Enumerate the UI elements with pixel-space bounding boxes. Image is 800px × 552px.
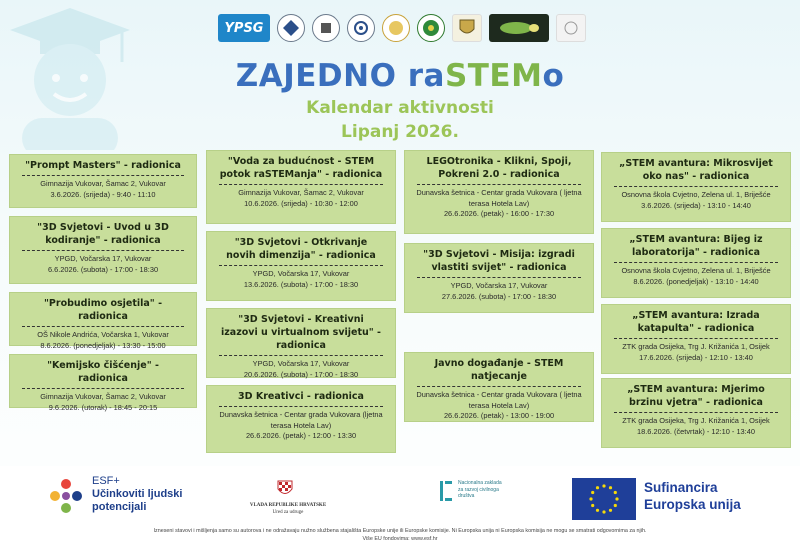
- event-title: "Voda za budućnost - STEM potok raSTEManja" - radionica: [219, 155, 383, 185]
- title-part-1: ZAJEDNO ra: [235, 58, 445, 94]
- event-location: YPGD, Vočarska 17, Vukovar: [54, 254, 152, 263]
- event-card: [601, 152, 791, 222]
- subtitle-month: Lipanj 2026.: [341, 122, 459, 142]
- foundation-text: Nacionalna zaklada za razvoj civilnoga društva: [458, 480, 502, 499]
- event-location: Dunavska šetnica - Centar grada Vukovara (ljetna terasa Hotela Lav): [219, 410, 383, 430]
- badge-logo-1: [277, 14, 305, 42]
- event-title: "Probudimo osjetila" - radionica: [22, 297, 184, 327]
- event-card: [404, 150, 594, 234]
- event-card: [206, 231, 396, 301]
- event-title: „STEM avantura: Bijeg iz laboratorija" - radionica: [614, 233, 778, 263]
- event-location: Gimnazija Vukovar, Šamac 2, Vukovar: [40, 392, 166, 401]
- esf-plus-label: ESF+: [92, 475, 120, 487]
- gov-line-1: VLADA REPUBLIKE HRVATSKE: [249, 503, 327, 508]
- eu-line-2: Europska unija: [644, 497, 741, 512]
- event-date: 17.6.2026. (srijeda) - 12:10 - 13:40: [639, 352, 753, 362]
- event-card: [601, 228, 791, 298]
- event-date: 20.6.2026. (subota) - 17:00 - 18:30: [243, 369, 359, 379]
- esf-line-2: potencijali: [92, 501, 147, 513]
- badge-logo-3: [347, 14, 375, 42]
- event-date: 26.6.2026. (petak) - 13:00 - 19:00: [443, 411, 555, 420]
- event-card: [206, 308, 396, 378]
- event-date: 3.6.2026. (srijeda) - 13:10 - 14:40: [641, 200, 751, 210]
- event-date: 10.6.2026. (srijeda) - 10:30 - 12:00: [244, 198, 358, 208]
- esf-line-1: Učinkoviti ljudski: [92, 488, 183, 500]
- event-location: OŠ Nikole Andrića, Vočarska 1, Vukovar: [37, 330, 169, 339]
- event-title: "3D Svjetovi - Otkrivanje novih dimenzija" - radionica: [219, 236, 383, 266]
- esf-logo-icon: [46, 476, 86, 516]
- event-card: [601, 304, 791, 374]
- badge-logo-2: [312, 14, 340, 42]
- gov-line-2: Ured za udruge: [272, 510, 304, 515]
- page-title: [0, 58, 800, 94]
- event-location: Gimnazija Vukovar, Šamac 2, Vukovar: [238, 188, 364, 197]
- eu-flag-icon: [572, 478, 636, 520]
- event-title: "Kemijsko čišćenje" - radionica: [22, 359, 184, 389]
- event-card: [404, 352, 594, 422]
- government-office-text: [248, 502, 328, 516]
- event-location: Osnovna škola Cvjetno, Zelena ul. 1, Briješće: [621, 266, 771, 275]
- title-part-3: o: [542, 58, 565, 94]
- subtitle-calendar: Kalendar aktivnosti: [306, 98, 494, 118]
- event-title: LEGOtronika - Klikni, Spoji, Pokreni 2.0 - radionica: [417, 155, 581, 185]
- event-card: [404, 243, 594, 313]
- event-title: „STEM avantura: Izrada katapulta" - radionica: [614, 309, 778, 339]
- esf-text: [92, 475, 182, 514]
- event-title: "Prompt Masters" - radionica: [22, 159, 184, 176]
- badge-logo-4: [382, 14, 410, 42]
- event-location: YPGD, Vočarska 17, Vukovar: [252, 269, 350, 278]
- plain-logo: [556, 14, 586, 42]
- eu-cofunding-text: [644, 479, 741, 513]
- event-card: [9, 354, 197, 412]
- event-location: ZTK grada Osijeka, Trg J. Križanića 1, Osijek: [622, 342, 770, 351]
- event-location: Osnovna škola Cvjetno, Zelena ul. 1, Briješće: [621, 190, 771, 199]
- ypsg-logo: YPSG: [218, 14, 270, 42]
- event-card: [9, 216, 197, 284]
- partner-logos: [218, 14, 586, 42]
- event-location: Gimnazija Vukovar, Šamac 2, Vukovar: [40, 179, 166, 188]
- dark-logo: [489, 14, 549, 42]
- event-title: Javno događanje - STEM natjecanje: [417, 357, 581, 387]
- event-title: "3D Svjetovi - Misija: izgradi vlastiti svijet" - radionica: [417, 248, 581, 278]
- event-date: 13.6.2026. (subota) - 17:00 - 18:30: [243, 279, 359, 289]
- event-title: "3D Svjetovi - Uvod u 3D kodiranje" - radionica: [22, 221, 184, 251]
- event-date: 27.6.2026. (subota) - 17:00 - 18:30: [441, 291, 557, 301]
- event-location: YPGD, Vočarska 17, Vukovar: [252, 359, 350, 368]
- event-title: „STEM avantura: Mikrosvijet oko nas" - radionica: [614, 157, 778, 187]
- foundation-logo-icon: [438, 479, 454, 503]
- event-location: Dunavska šetnica - Centar grada Vukovara ( ljetna terasa Hotela Lav): [416, 390, 582, 410]
- event-location: ZTK grada Osijeka, Trg J. Križanića 1, Osijek: [622, 416, 770, 425]
- event-date: 18.6.2026. (četvrtak) - 12:10 - 13:40: [637, 426, 755, 436]
- title-part-2: STEM: [444, 58, 543, 94]
- eu-line-1: Sufinancira: [644, 480, 718, 495]
- badge-logo-6: [452, 14, 482, 42]
- event-card: [601, 378, 791, 448]
- event-date: 8.6.2026. (ponedjeljak) - 13:30 - 15:00: [40, 340, 166, 350]
- event-date: 8.6.2026. (ponedjeljak) - 13:10 - 14:40: [633, 276, 759, 286]
- disclaimer-line-1: Izneseni stavovi i mišljenja samo su autorova i ne odražavaju nužno službena stajališta Europske unije ili Europske komisije. Ni Europska unija ni Europska komisija ne mogu se smatrati odgovornima za njih.: [153, 528, 647, 534]
- event-title: "3D Svjetovi - Kreativni izazovi u virtualnom svijetu" - radionica: [219, 313, 383, 356]
- event-location: Dunavska šetnica - Centar grada Vukovara ( ljetna terasa Hotela Lav): [416, 188, 582, 208]
- event-title: 3D Kreativci - radionica: [219, 390, 383, 407]
- disclaimer: [40, 527, 760, 543]
- event-card: [206, 385, 396, 453]
- event-date: 26.6.2026. (petak) - 16:00 - 17:30: [443, 209, 555, 218]
- croatian-coat-of-arms-icon: [277, 478, 293, 498]
- event-date: 9.6.2026. (utorak) - 18:45 - 20:15: [48, 402, 158, 412]
- event-card: [9, 292, 197, 350]
- event-card: [9, 154, 197, 208]
- event-date: 6.6.2026. (subota) - 17:00 - 18:30: [47, 264, 159, 274]
- event-card: [206, 150, 396, 224]
- event-date: 26.6.2026. (petak) - 12:00 - 13:30: [245, 431, 357, 440]
- event-location: YPGD, Vočarska 17, Vukovar: [450, 281, 548, 290]
- badge-logo-5: [417, 14, 445, 42]
- event-date: 3.6.2026. (srijeda) - 9:40 - 11:10: [50, 189, 156, 199]
- event-title: „STEM avantura: Mjerimo brzinu vjetra" - radionica: [614, 383, 778, 413]
- disclaimer-line-2: Više EU fondovima: www.esf.hr: [362, 536, 438, 542]
